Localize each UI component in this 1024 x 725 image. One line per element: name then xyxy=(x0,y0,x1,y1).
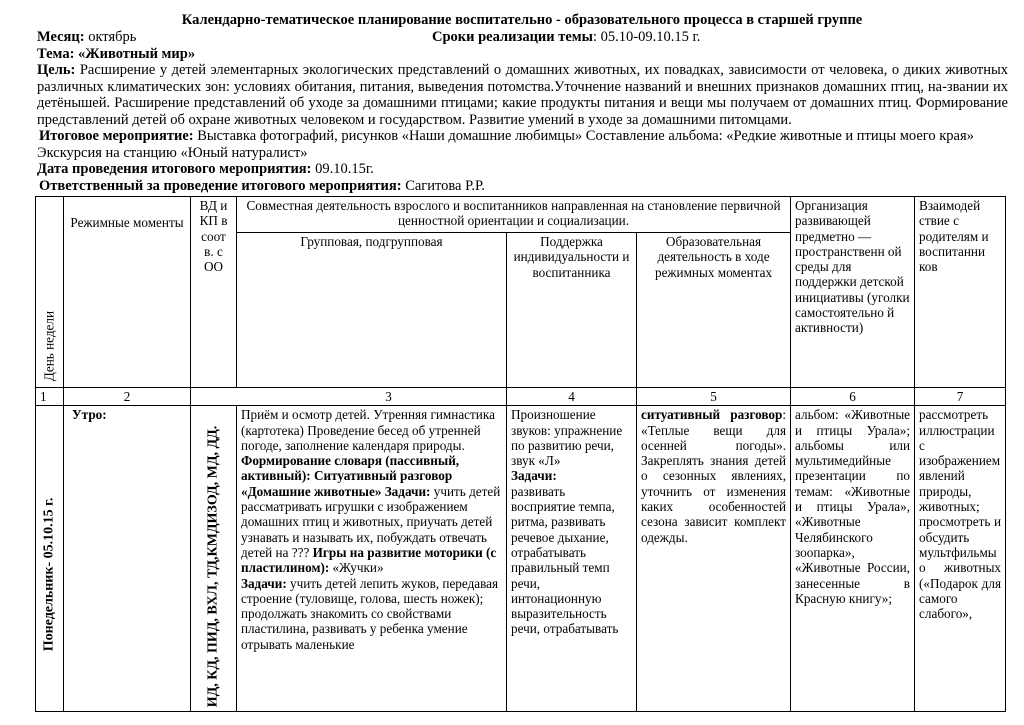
edu-text-2: : «Теплые вещи для осенней погоды». Закреплять знания детей о сезонных явлениях, уточнить от изменения каких особенностей сезона зависит комплект одежды. xyxy=(641,407,787,545)
date-label: Дата проведения итогового мероприятия: xyxy=(37,161,312,177)
goal-label: Цель: xyxy=(37,62,76,78)
period-value: : 05.10-09.10.15 г. xyxy=(593,28,701,45)
header-env: Организация развивающей предметно — пространственн ой среды для поддержки детской инициативы (уголки самостоятельно й активности) xyxy=(791,197,915,388)
individual-text-1: Произношение звуков: упражнение по развитию речи, звук «Л» xyxy=(511,407,623,469)
edu-text-1: ситуативный разговор xyxy=(641,407,783,423)
header-moments: Режимные моменты xyxy=(64,197,191,388)
individual-cell xyxy=(507,406,637,712)
num-cell: 1 xyxy=(36,388,64,406)
num-cell: 4 xyxy=(507,388,637,406)
num-cell: 7 xyxy=(915,388,1006,406)
final-event-text: Выставка фотографий, рисунков «Наши домашние любимцы» Составление альбома: «Редкие животные и птицы моего края» xyxy=(193,128,974,144)
number-row xyxy=(36,388,1006,406)
group-text-6: «Жучки» xyxy=(329,560,384,576)
env-cell: альбом: «Животные и птицы Урала»; альбомы или мультимедийные презентации по темам: «Животные и птицы Урала», «Животные Челябинского зоопарка», «Животные России, занесенные в Красную книгу»; xyxy=(791,406,915,712)
group-text-8: учить детей лепить жуков, передавая строение (туловище, голова, шесть ножек); продолжать знакомить со свойствами пластилина, развивать у ребенка умение отрывать маленькие xyxy=(241,575,499,652)
individual-text-3: развивать восприятие темпа, ритма, развивать речевое дыхание, отрабатывать правильный темп речи, интонационную выразительность речи, отрабатывать xyxy=(511,483,619,637)
group-activity-cell xyxy=(237,406,507,712)
final-event-label: Итоговое мероприятие: xyxy=(39,128,194,144)
period-label: Сроки реализации темы xyxy=(432,28,594,45)
vd-cell xyxy=(191,406,237,712)
document-title: Календарно-тематическое планирование воспитательно - образовательного процесса в старшей группе xyxy=(181,12,863,28)
responsible-label: Ответственный за проведение итогового мероприятия: xyxy=(39,177,402,194)
group-text-7: Задачи: xyxy=(241,575,287,591)
num-cell: 5 xyxy=(637,388,791,406)
document-page xyxy=(12,0,1012,708)
final-event-line xyxy=(12,128,1012,145)
day-label: Понедельник- 05.10.15 г. xyxy=(41,497,57,652)
header-day: День недели xyxy=(41,310,57,381)
day-cell xyxy=(36,406,64,712)
header-group: Групповая, подгрупповая xyxy=(237,233,507,388)
month-label: Месяц: xyxy=(37,28,85,45)
group-text-2: Формирование словаря (пассивный, активный): Ситуативный разговор «Домашние животные» xyxy=(241,453,460,499)
edu-cell xyxy=(637,406,791,712)
vd-codes: ИД, КД, ПИД, ВХЛ, ТД,КМДИЗОД, МД, ДД. xyxy=(205,425,221,708)
goal-text: Расширение у детей элементарных экологических представлений о домашних животных, их повадках, зависимости от человека, о диких животных различных климатических зон: условиях обитания, питания, выведения потомства.Уточнение названий и внешних признаков домашних птиц, на-звании их детёнышей. Расширение представлений об уходе за домашними птицами; какие продукты питания и вещи мы получаем от домашних птиц. Формирование представлений детей об охране животных человеком и государством. Развитие умений в уходе за домашними питомцами. xyxy=(37,62,1008,128)
header-joint: Совместная деятельность взрослого и воспитанников направленная на становление первичной ценностной ориентации и социализации. xyxy=(237,197,791,233)
group-text-1: Приём и осмотр детей. Утренняя гимнастика (картотека) Проведение бесед об утренней погоде, заполнение календаря природы. xyxy=(241,407,495,453)
header-parents: Взаимодей ствие с родителям и воспитанни ков xyxy=(915,197,1006,388)
header-vd: ВД и КП в соот в. с ОО xyxy=(191,197,237,388)
goal-paragraph xyxy=(12,62,1012,128)
excursion-line: Экскурсия на станцию «Юный натуралист» xyxy=(37,144,308,161)
group-text-4: учить детей рассматривать игрушки с изображением домашних птиц и животных, приучать детей узнавать и называть их, побуждать отвечать детей на ??? xyxy=(241,483,501,560)
group-text-3: Задачи: xyxy=(381,483,431,499)
date-line xyxy=(12,161,1012,178)
month-field xyxy=(37,29,136,46)
period-field xyxy=(432,29,700,46)
parents-cell: рассмотреть иллюстрации с изображением явлений природы, животных; просмотреть и обсудить мультфильмы о животных («Подарок для самого слабого», xyxy=(915,406,1006,712)
group-text-5: Игры на развитие моторики (с пластилином): xyxy=(241,544,497,576)
month-value: октябрь xyxy=(84,28,137,45)
moment-cell: Утро: xyxy=(64,406,191,712)
num-cell: 2 xyxy=(64,388,191,406)
theme-line: Тема: «Животный мир» xyxy=(37,45,196,62)
month-row xyxy=(12,29,1012,46)
individual-text-2: Задачи: xyxy=(511,468,557,484)
header-edu: Образовательная деятельность в ходе режимных моментах xyxy=(637,233,791,388)
header-individual: Поддержка индивидуальности и воспитанника xyxy=(507,233,637,388)
responsible-line xyxy=(12,178,1012,195)
num-cell: 6 xyxy=(791,388,915,406)
planning-table xyxy=(35,196,1006,712)
header-day-cell xyxy=(36,197,64,388)
monday-row xyxy=(36,406,1006,712)
responsible-value: Сагитова Р.Р. xyxy=(401,177,485,194)
num-cell: 3 xyxy=(191,388,507,406)
date-value: 09.10.15г. xyxy=(311,161,374,177)
